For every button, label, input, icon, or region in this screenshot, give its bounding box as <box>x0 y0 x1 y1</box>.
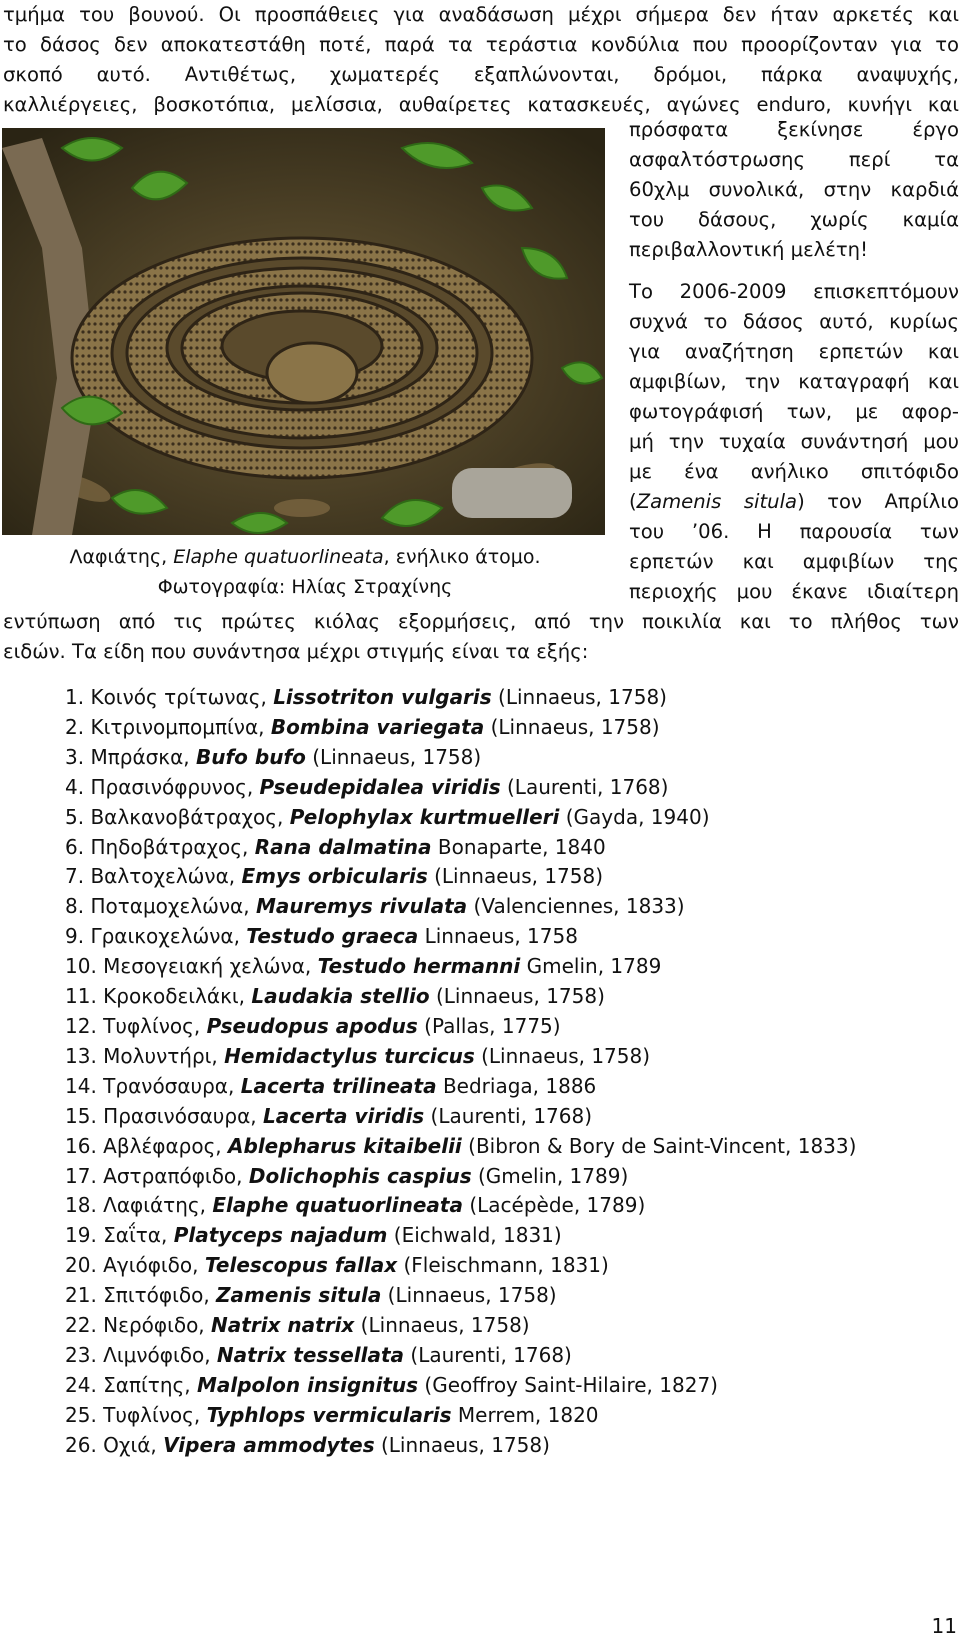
page-number: 11 <box>931 1614 957 1638</box>
species-common-name: Αγιόφιδο, <box>103 1253 205 1278</box>
species-number: 16. <box>65 1133 97 1158</box>
species-common-name: Μπράσκα, <box>90 744 196 769</box>
species-number: 8. <box>65 894 85 919</box>
species-number: 14. <box>65 1073 97 1098</box>
species-common-name: Τυφλίνος, <box>103 1402 207 1427</box>
species-authority: (Linnaeus, 1758) <box>491 685 667 709</box>
species-scientific-name: Vipera ammodytes <box>163 1432 375 1457</box>
species-common-name: Οχιά, <box>103 1432 164 1457</box>
text-line: πρόσφατα ξεκίνησε έργο <box>629 118 959 141</box>
species-authority: (Fleischmann, 1831) <box>397 1253 609 1278</box>
text-line: για αναζήτηση ερπετών και <box>629 340 959 363</box>
caption-prefix: Λαφιάτης, <box>69 546 174 568</box>
species-list-item <box>65 862 856 892</box>
species-list-item <box>65 1191 856 1221</box>
species-authority: (Linnaeus, 1758) <box>474 1043 651 1068</box>
snake-photo-illustration <box>2 128 605 535</box>
species-common-name: Πρασινόφρυνος, <box>90 774 260 799</box>
species-scientific-name: Pseudopus apodus <box>206 1013 418 1038</box>
species-scientific-name: Emys orbicularis <box>241 864 428 889</box>
species-number: 22. <box>65 1313 97 1338</box>
species-common-name: Κροκοδειλάκι, <box>103 984 252 1009</box>
text-line: καλλιέργειες, βοσκοτόπια, μελίσσια, αυθαίρετες κατασκευές, αγώνες enduro, κυνήγι και <box>3 93 959 116</box>
species-number: 19. <box>65 1223 97 1248</box>
species-number: 20. <box>65 1253 97 1278</box>
species-authority: (Linnaeus, 1758) <box>354 1313 530 1338</box>
species-common-name: Πρασινόσαυρα, <box>103 1103 263 1128</box>
species-list-item <box>65 1162 856 1192</box>
species-list-item <box>65 1012 856 1042</box>
species-number: 24. <box>65 1372 97 1397</box>
species-scientific-name: Platyceps najadum <box>173 1223 388 1248</box>
species-common-name: Σπιτόφιδο, <box>103 1283 217 1308</box>
species-list-item <box>65 1072 856 1102</box>
species-common-name: Νερόφιδο, <box>103 1313 212 1338</box>
species-authority: (Linnaeus, 1758) <box>429 984 605 1009</box>
species-list-item <box>65 892 856 922</box>
species-scientific-name: Mauremys rivulata <box>255 894 468 919</box>
species-scientific-name: Lissotriton vulgaris <box>273 685 492 709</box>
species-common-name: Σαΐτα, <box>103 1223 174 1248</box>
species-authority: (Laurenti, 1768) <box>404 1342 572 1367</box>
species-authority: (Linnaeus, 1758) <box>381 1283 557 1308</box>
species-list-item <box>65 1371 856 1401</box>
species-scientific-name: Testudo graeca <box>246 924 419 949</box>
species-authority: (Eichwald, 1831) <box>387 1223 562 1248</box>
species-scientific-name: Lacerta viridis <box>262 1103 425 1128</box>
species-list-item <box>65 982 856 1012</box>
species-number: 2. <box>65 714 85 739</box>
species-list-item <box>65 743 856 773</box>
species-common-name: Σαπίτης, <box>103 1372 197 1397</box>
species-number: 4. <box>65 774 85 799</box>
species-common-name: Λιμνόφιδο, <box>103 1342 217 1367</box>
text-line: 60χλμ συνολικά, στην καρδιά <box>629 178 959 201</box>
species-number: 17. <box>65 1163 97 1188</box>
species-authority: (Linnaeus, 1758) <box>484 714 660 739</box>
species-authority: (Laurenti, 1768) <box>424 1103 593 1128</box>
species-authority: Bonaparte, 1840 <box>431 834 606 859</box>
species-common-name: Αστραπόφιδο, <box>103 1163 249 1188</box>
text-line: σκοπό αυτό. Αντιθέτως, χωματερές εξαπλώνονται, δρόμοι, πάρκα αναψυχής, <box>3 63 959 86</box>
species-number: 11. <box>65 984 97 1009</box>
paren-open: ( <box>629 490 637 513</box>
species-number: 5. <box>65 804 85 829</box>
species-list-item <box>65 1042 856 1072</box>
species-list-item <box>65 1431 856 1461</box>
text-line: τμήμα του βουνού. Οι προσπάθειες για αναδάσωση μέχρι σήμερα δεν ήταν αρκετές και <box>3 3 959 26</box>
caption-scientific-name: Elaphe quatuorlineata <box>173 546 384 568</box>
species-authority: (Laurenti, 1768) <box>500 774 669 799</box>
species-scientific-name: Natrix tessellata <box>216 1342 405 1367</box>
text-line: του ’06. Η παρουσία των <box>629 520 959 543</box>
species-authority: Bedriaga, 1886 <box>436 1073 597 1098</box>
text-line: περιοχής μου έκανε ιδιαίτερη <box>629 580 959 603</box>
species-number: 10. <box>65 954 97 979</box>
text-line: αμφιβίων, την καταγραφή και <box>629 370 959 393</box>
side-paragraph <box>629 115 959 607</box>
species-common-name: Αβλέφαρος, <box>103 1133 229 1158</box>
species-number: 13. <box>65 1043 97 1068</box>
text-line: το δάσος δεν αποκατεστάθη ποτέ, παρά τα τεράστια κονδύλια που προορίζονταν για το <box>3 33 959 56</box>
species-authority: Gmelin, 1789 <box>520 954 662 979</box>
photo-caption <box>0 542 610 602</box>
text-line: μή την τυχαία συνάντησή μου <box>629 430 959 453</box>
species-authority: (Linnaeus, 1758) <box>374 1432 550 1457</box>
species-common-name: Κοινός τρίτωνας, <box>90 685 274 709</box>
species-list-item <box>65 1251 856 1281</box>
species-authority: Linnaeus, 1758 <box>418 924 578 949</box>
species-number: 3. <box>65 744 85 769</box>
text-line: εντύπωση από τις πρώτες κιόλας εξορμήσεις, από την ποικιλία και το πλήθος των <box>3 610 959 633</box>
species-number: 18. <box>65 1193 97 1218</box>
species-scientific-name: Elaphe quatuorlineata <box>212 1193 463 1218</box>
species-common-name: Τυφλίνος, <box>103 1013 207 1038</box>
species-authority: (Linnaeus, 1758) <box>427 864 604 889</box>
species-authority: (Gmelin, 1789) <box>471 1163 629 1188</box>
species-scientific-name: Malpolon insignitus <box>196 1372 419 1397</box>
species-authority: Merrem, 1820 <box>451 1402 599 1427</box>
species-scientific-name: Pseudepidalea viridis <box>259 774 501 799</box>
text-line: ερπετών και αμφιβίων της <box>629 550 959 573</box>
species-list-item <box>65 1132 856 1162</box>
species-authority: (Valenciennes, 1833) <box>467 894 685 919</box>
text-line <box>629 487 959 517</box>
species-number: 21. <box>65 1283 97 1308</box>
species-authority: (Gayda, 1940) <box>559 804 710 829</box>
species-scientific-name: Zamenis situla <box>216 1283 382 1308</box>
species-list-item <box>65 1281 856 1311</box>
species-list-item <box>65 773 856 803</box>
species-list-item <box>65 1311 856 1341</box>
species-common-name: Ποταμοχελώνα, <box>90 894 256 919</box>
species-list-item <box>65 1102 856 1132</box>
species-list-item <box>65 803 856 833</box>
species-list-item <box>65 683 856 713</box>
species-number: 6. <box>65 834 85 859</box>
species-common-name: Βαλκανοβάτραχος, <box>90 804 290 829</box>
species-list-item <box>65 1221 856 1251</box>
species-number: 26. <box>65 1432 97 1457</box>
text-line: ειδών. Τα είδη που συνάντησα μέχρι στιγμής είναι τα εξής: <box>3 640 589 663</box>
species-list-item <box>65 952 856 982</box>
text-line: Το 2006-2009 επισκεπτόμουν <box>629 280 959 303</box>
species-common-name: Λαφιάτης, <box>103 1193 213 1218</box>
species-authority: (Lacépède, 1789) <box>462 1193 646 1218</box>
intro-paragraph <box>3 0 959 120</box>
species-common-name: Γραικοχελώνα, <box>90 924 247 949</box>
species-scientific-name: Hemidactylus turcicus <box>224 1043 475 1068</box>
paragraph-gap <box>629 265 959 277</box>
text-line: ασφαλτόστρωσης περί τα <box>629 148 959 171</box>
species-scientific-name: Dolichophis caspius <box>248 1163 472 1188</box>
species-scientific-name: Natrix natrix <box>211 1313 355 1338</box>
species-list <box>65 683 856 1461</box>
species-list-item <box>65 1341 856 1371</box>
species-list-item <box>65 922 856 952</box>
caption-line <box>0 542 610 572</box>
photo-credit: Φωτογραφία: Ηλίας Στραχίνης <box>157 576 453 598</box>
species-common-name: Μολυντήρι, <box>103 1043 225 1068</box>
continuation-paragraph <box>3 607 959 667</box>
text-line: με ένα ανήλικο σπιτόφιδο <box>629 460 959 483</box>
species-common-name: Τρανόσαυρα, <box>103 1073 241 1098</box>
snake-photo <box>2 128 605 535</box>
species-authority: (Geoffroy Saint-Hilaire, 1827) <box>418 1372 718 1397</box>
species-common-name: Βαλτοχελώνα, <box>90 864 242 889</box>
species-common-name: Μεσογειακή χελώνα, <box>103 954 318 979</box>
species-number: 15. <box>65 1103 97 1128</box>
text-line: φωτογράφισή των, με αφορ- <box>629 400 959 423</box>
species-scientific-name: Ablepharus kitaibelii <box>228 1133 462 1158</box>
species-scientific-name: Typhlops vermicularis <box>206 1402 452 1427</box>
species-scientific-name: Pelophylax kurtmuelleri <box>289 804 560 829</box>
species-list-item <box>65 1401 856 1431</box>
species-scientific-name: Bufo bufo <box>196 744 306 769</box>
paren-close-text: ) τον Απρίλιο <box>797 490 960 513</box>
species-scientific-name: Rana dalmatina <box>254 834 432 859</box>
species-list-item <box>65 833 856 863</box>
caption-suffix: , ενήλικο άτομο. <box>383 546 541 568</box>
species-number: 1. <box>65 685 85 709</box>
species-number: 7. <box>65 864 85 889</box>
species-authority: (Pallas, 1775) <box>417 1013 561 1038</box>
species-scientific-name: Lacerta trilineata <box>240 1073 437 1098</box>
species-scientific-name: Testudo hermanni <box>317 954 521 979</box>
text-line: του δάσους, χωρίς καμία <box>629 208 959 231</box>
species-scientific-name: Telescopus fallax <box>204 1253 398 1278</box>
species-common-name: Κιτρινομπομπίνα, <box>90 714 271 739</box>
text-line: περιβαλλοντική μελέτη! <box>629 238 868 261</box>
species-authority: (Linnaeus, 1758) <box>305 744 482 769</box>
species-scientific-name: Laudakia stellio <box>251 984 430 1009</box>
species-list-item <box>65 713 856 743</box>
species-authority: (Bibron & Bory de Saint-Vincent, 1833) <box>461 1133 857 1158</box>
species-number: 12. <box>65 1013 97 1038</box>
species-number: 23. <box>65 1342 97 1367</box>
text-line: συχνά το δάσος αυτό, κυρίως <box>629 310 959 333</box>
species-number: 25. <box>65 1402 97 1427</box>
species-common-name: Πηδοβάτραχος, <box>90 834 255 859</box>
species-scientific-name: Bombina variegata <box>270 714 485 739</box>
species-number: 9. <box>65 924 85 949</box>
species-name-inline: Zamenis situla <box>636 490 798 513</box>
